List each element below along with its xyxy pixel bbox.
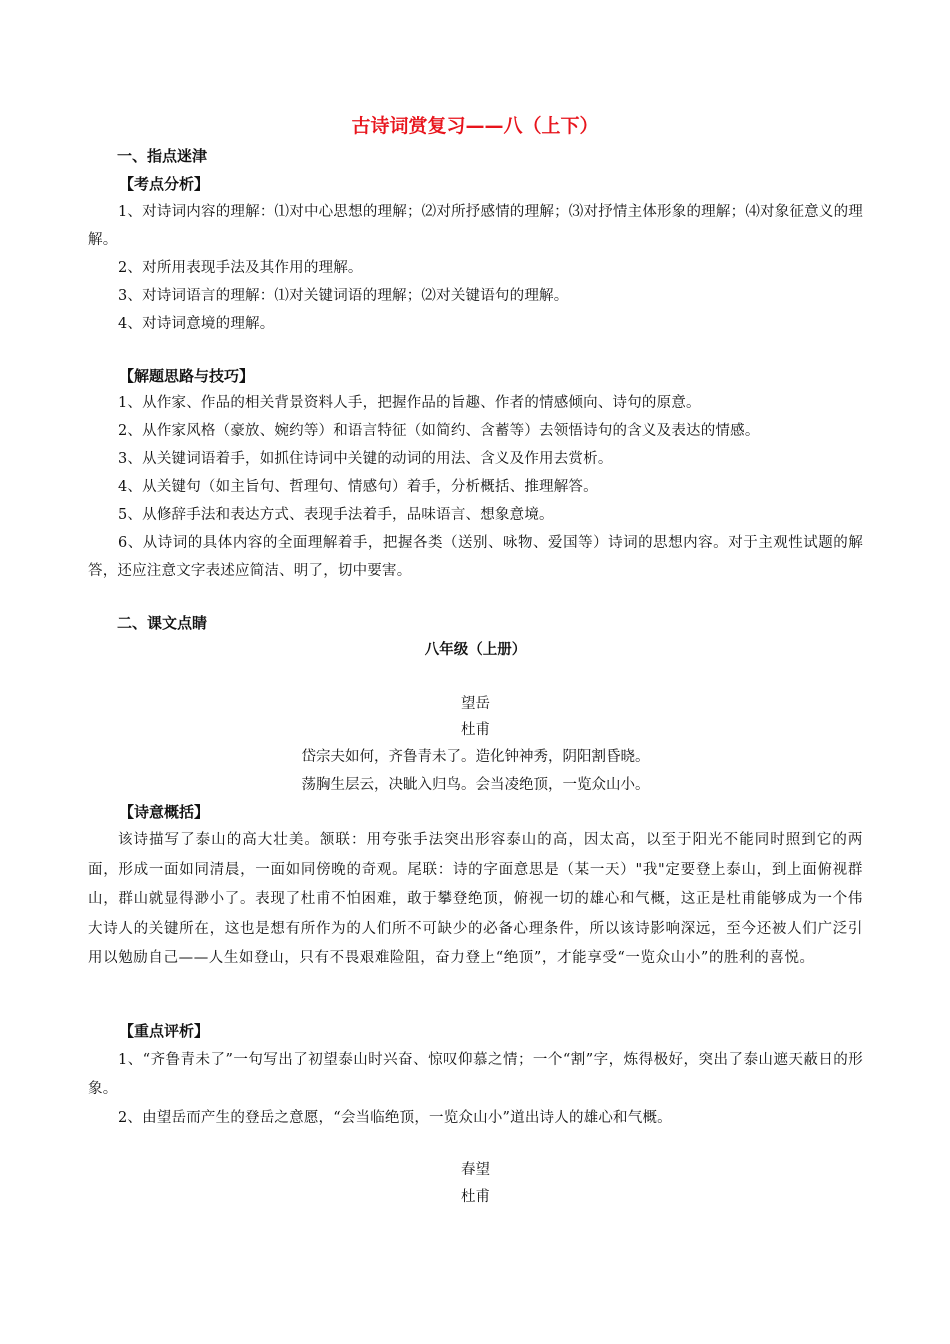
poem1-title: 望岳: [461, 696, 490, 712]
poem1-line-1: 岱宗夫如何，齐鲁青未了。造化钟神秀，阴阳割昏晓。: [301, 749, 650, 765]
jieti-item-4: 4、从关键句（如主旨句、哲理句、情感句）着手，分析概括、推理解答。: [118, 479, 598, 495]
analysis-item-1: 1、“齐鲁青未了”一句写出了初望泰山时兴奋、惊叹仰慕之情；一个“割”字，炼得极好，突出了泰山遮天蔽日的形象。: [88, 1052, 863, 1097]
poem1-line-2: 荡胸生层云，决眦入归鸟。会当凌绝顶，一览众山小。: [301, 777, 650, 793]
analysis-item-2: 2、由望岳而产生的登岳之意愿，“会当临绝顶，一览众山小”道出诗人的雄心和气概。: [118, 1110, 672, 1126]
jieti-item-6: 6、从诗词的具体内容的全面理解着手，把握各类（送别、咏物、爱国等）诗词的思想内容。对于主观性试题的解答，还应注意文字表述应简洁、明了，切中要害。: [88, 535, 863, 579]
poem2-author: 杜甫: [461, 1189, 490, 1205]
jieti-item-5: 5、从修辞手法和表达方式、表现手法着手，品味语言、想象意境。: [118, 507, 554, 523]
kaodian-item-4: 4、对诗词意境的理解。: [118, 316, 275, 332]
kaodian-heading: 【考点分析】: [119, 175, 210, 193]
poem2-title: 春望: [461, 1162, 490, 1178]
jieti-item-2: 2、从作家风格（豪放、婉约等）和语言特征（如简约、含蓄等）去领悟诗句的含义及表达的情感。: [118, 423, 760, 439]
kaodian-item-2: 2、对所用表现手法及其作用的理解。: [118, 260, 363, 276]
section-1-heading: 一、指点迷津: [117, 147, 208, 165]
poem1-author: 杜甫: [461, 722, 490, 738]
kaodian-item-1: 1、对诗词内容的理解：⑴对中心思想的理解；⑵对所抒感情的理解；⑶对抒情主体形象的理解；⑷对象征意义的理解。: [88, 204, 863, 248]
jieti-item-3: 3、从关键词语着手，如抓住诗词中关键的动词的用法、含义及作用去赏析。: [118, 451, 613, 467]
document-title: 古诗词赏复习——八（上下）: [351, 115, 599, 137]
kaodian-item-3: 3、对诗词语言的理解：⑴对关键词语的理解；⑵对关键语句的理解。: [118, 288, 569, 304]
summary-heading: 【诗意概括】: [119, 803, 210, 821]
summary-paragraph: 该诗描写了泰山的高大壮美。颔联：用夸张手法突出形容泰山的高，因太高，以至于阳光不能同时照到它的两面，形成一面如同清晨，一面如同傍晚的奇观。尾联：诗的字面意思是（某一天）"我"定要登上泰山，到上面俯视群山，群山就显得渺小了。表现了杜甫不怕困难，敢于攀登绝顶，俯视一切的雄心和气概，这正是杜甫能够成为一个伟大诗人的关键所在，这也是想有所作为的人们所不可缺少的必备心理条件，所以该诗影响深远，至今还被人们广泛引用以勉励自己——人生如登山，只有不畏艰难险阻，奋力登上“绝顶”，才能享受“一览众山小”的胜利的喜悦。: [88, 832, 863, 967]
section-2-heading: 二、课文点睛: [117, 614, 208, 632]
jieti-item-1: 1、从作家、作品的相关背景资料人手，把握作品的旨趣、作者的情感倾向、诗句的原意。: [118, 395, 701, 411]
analysis-heading: 【重点评析】: [119, 1022, 210, 1040]
jieti-heading: 【解题思路与技巧】: [119, 367, 255, 385]
grade-heading: 八年级（上册）: [424, 642, 527, 658]
